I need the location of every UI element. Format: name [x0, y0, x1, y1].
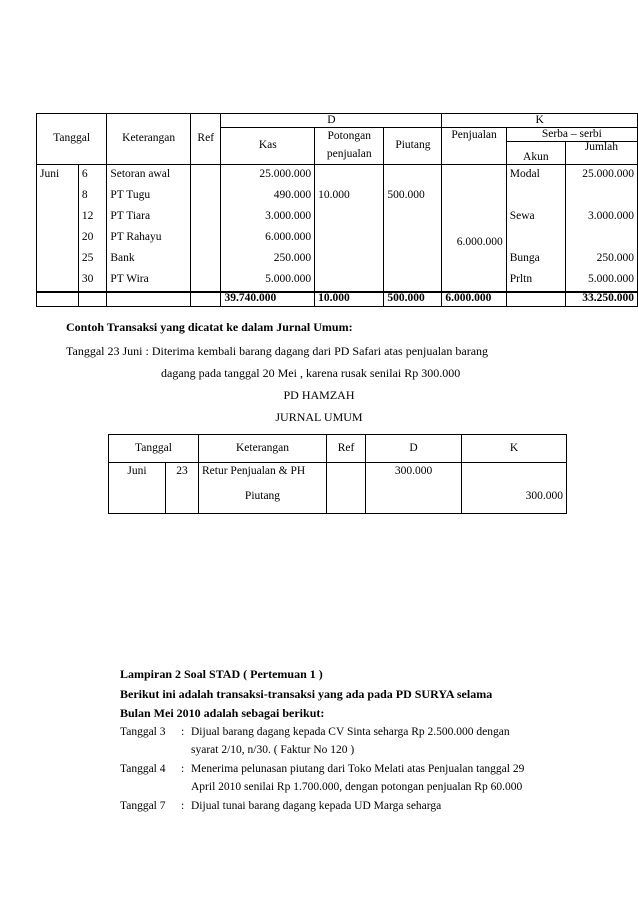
header-kas: Kas: [221, 128, 315, 165]
example-heading: Contoh Transaksi yang dicatat ke dalam Jurnal Umum:: [66, 320, 353, 334]
lampiran-title: Lampiran 2 Soal STAD ( Pertemuan 1 ): [120, 667, 323, 681]
example-transaction-line-1: Tanggal 23 Juni : Diterima kembali barang dagang dari PD Safari atas penjualan barang: [66, 344, 489, 358]
lampiran-item-text: Dijual barang dagang kepada CV Sinta seharga Rp 2.500.000 dengan: [191, 726, 510, 738]
header-jumlah: Jumlah: [565, 142, 637, 164]
table-row: 8 PT Tugu 490.000 10.000 500.000: [37, 186, 638, 207]
lampiran-item-separator: :: [181, 763, 185, 775]
header-tanggal: Tanggal: [37, 114, 107, 165]
totals-row: 39.740.000 10.000 500.000 6.000.000 33.250.000: [37, 292, 638, 307]
header-ref: Ref: [327, 435, 366, 463]
lampiran-item-text: Menerima pelunasan piutang dari Toko Melati atas Penjualan tanggal 29: [191, 763, 525, 775]
header-debit: D: [221, 114, 442, 128]
header-debit: D: [366, 435, 462, 463]
header-keterangan: Keterangan: [107, 114, 191, 165]
header-keterangan: Keterangan: [199, 435, 327, 463]
header-akun: Akun: [506, 142, 565, 164]
lampiran-intro-line-1: Berikut ini adalah transaksi-transaksi yang ada pada PD SURYA selama: [120, 687, 493, 701]
header-ref: Ref: [190, 114, 221, 165]
lampiran-item-text-cont: syarat 2/10, n/30. ( Faktur No 120 ): [191, 744, 355, 756]
header-potongan-penjualan: Potongan penjualan: [315, 128, 384, 165]
header-kredit: K: [462, 435, 567, 463]
company-name: PD HAMZAH: [283, 388, 355, 402]
lampiran-item-label: Tanggal 7: [120, 800, 166, 812]
cash-receipts-journal-table: [36, 113, 638, 307]
table-row: Piutang 300.000: [109, 488, 567, 514]
lampiran-item-label: Tanggal 3: [120, 726, 166, 738]
lampiran-item-text-cont: April 2010 senilai Rp 1.700.000, dengan potongan penjualan Rp 60.000: [191, 781, 523, 793]
lampiran-item-separator: :: [181, 800, 185, 812]
example-transaction-line-2: dagang pada tanggal 20 Mei , karena rusak senilai Rp 300.000: [161, 366, 461, 380]
table-row: Juni 6 Setoran awal 25.000.000 Modal 25.000.000: [37, 164, 638, 186]
header-kredit: K: [442, 114, 638, 128]
lampiran-item-text: Dijual tunai barang dagang kepada UD Marga seharga: [191, 800, 442, 812]
header-penjualan: Penjualan: [442, 128, 506, 165]
lampiran-item-separator: :: [181, 726, 185, 738]
header-tanggal: Tanggal: [109, 435, 199, 463]
journal-title: JURNAL UMUM: [275, 410, 363, 424]
header-serba-serbi: Serba – serbi: [506, 128, 637, 142]
lampiran-item-label: Tanggal 4: [120, 763, 166, 775]
table-row: 25 Bank 250.000 Bunga 250.000: [37, 249, 638, 270]
table-row: 30 PT Wira 5.000.000 Prltn 5.000.000: [37, 270, 638, 292]
table-row: 12 PT Tiara 3.000.000 Sewa 3.000.000: [37, 207, 638, 228]
lampiran-intro-line-2: Bulan Mei 2010 adalah sebagai berikut:: [120, 706, 325, 720]
table-row: Juni 23 Retur Penjualan & PH 300.000: [109, 463, 567, 489]
table-row: 20 PT Rahayu 6.000.000 6.000.000: [37, 228, 638, 249]
general-journal-table: [108, 434, 567, 514]
header-piutang: Piutang: [384, 128, 442, 165]
